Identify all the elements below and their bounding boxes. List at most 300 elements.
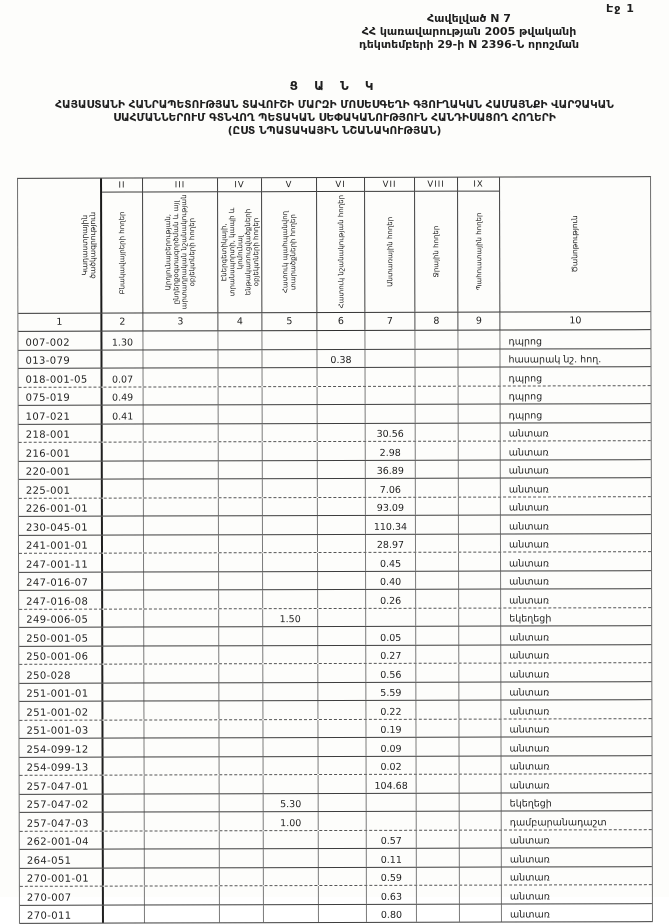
- value-cell: [417, 775, 460, 793]
- value-cell: [459, 534, 501, 552]
- row-note: անտառ: [509, 779, 550, 792]
- value-cell: [144, 498, 219, 516]
- value-cell: [263, 627, 318, 645]
- value-cell: [416, 590, 459, 608]
- table-row: [20, 830, 652, 850]
- value-cell: [263, 442, 318, 460]
- value-cell: [103, 738, 144, 756]
- value-cell: [220, 757, 264, 775]
- value-cell: [144, 535, 219, 553]
- table-row: [19, 441, 651, 461]
- value-cell: 0.27: [366, 645, 416, 663]
- value-cell: [459, 738, 501, 756]
- value-cell: [417, 830, 460, 848]
- value-cell: [417, 849, 460, 867]
- value-cell: [144, 683, 219, 701]
- category-label: Ջրային հողեր: [432, 225, 441, 278]
- value-cell: [459, 627, 501, 645]
- value-cell: [460, 830, 502, 848]
- value-cell: [103, 572, 144, 590]
- row-note: անտառ: [509, 576, 550, 588]
- value-cell: [263, 498, 318, 516]
- value-cell: [263, 405, 318, 423]
- value-cell: [416, 553, 459, 571]
- value-cell: [458, 331, 500, 349]
- value-cell: [318, 645, 366, 663]
- table-row: [20, 848, 652, 868]
- appendix-line: ՀՀ կառավարության 2005 թվականի: [361, 24, 577, 38]
- value-cell: 0.38: [317, 349, 365, 367]
- value-cell: 1.50: [263, 609, 318, 627]
- value-cell: [416, 701, 459, 719]
- row-code: 247-016-08: [19, 591, 103, 609]
- value-cell: [219, 424, 263, 442]
- value-cell: [318, 590, 366, 608]
- value-cell: [366, 368, 416, 386]
- column-header-notes: [500, 177, 650, 311]
- value-cell: [144, 516, 219, 534]
- row-code: 013-079: [18, 350, 102, 368]
- value-cell: [219, 572, 263, 590]
- value-cell: [263, 572, 318, 590]
- value-cell: 93.09: [366, 497, 416, 515]
- notes-label: Ծանոթություն: [570, 215, 580, 273]
- row-note: հասարակ նշ. հող.: [508, 354, 602, 366]
- value-cell: [219, 479, 263, 497]
- value-cell: [145, 831, 220, 849]
- value-cell: [103, 535, 144, 553]
- column-header-forest: [365, 178, 415, 312]
- value-cell: [460, 904, 502, 922]
- row-note: անտառ: [508, 446, 549, 459]
- row-code: 007-002: [18, 332, 102, 350]
- column-header-protected-areas: [262, 178, 317, 312]
- row-note: անտառ: [509, 687, 550, 699]
- column-number: 4: [218, 313, 262, 330]
- value-cell: 0.11: [367, 849, 417, 867]
- row-note: դպրոց: [508, 391, 543, 403]
- row-note: անտառ: [509, 853, 550, 866]
- row-code: 230-045-01: [19, 517, 103, 535]
- value-cell: [264, 886, 319, 904]
- row-code: 241-001-01: [19, 535, 103, 553]
- value-cell: [263, 479, 318, 497]
- row-note: անտառ: [509, 724, 550, 736]
- value-cell: 0.41: [103, 406, 144, 424]
- value-cell: [103, 664, 144, 682]
- table-row: [20, 756, 652, 776]
- value-cell: [416, 516, 459, 534]
- value-cell: [220, 794, 264, 812]
- value-cell: [144, 701, 219, 719]
- value-cell: [144, 479, 219, 497]
- value-cell: [220, 775, 264, 793]
- table-row: [19, 497, 651, 517]
- value-cell: [145, 812, 220, 830]
- table-header: [18, 177, 650, 313]
- table-row: [19, 552, 651, 572]
- value-cell: 110.34: [366, 516, 416, 534]
- table-row: [20, 885, 652, 905]
- roman-numeral: III: [143, 178, 217, 192]
- value-cell: [143, 350, 218, 368]
- value-cell: [319, 867, 367, 885]
- value-cell: [220, 886, 264, 904]
- table-row: [19, 534, 651, 554]
- table-row: [19, 404, 651, 424]
- row-code: 251-001-01: [19, 683, 103, 701]
- value-cell: [219, 683, 263, 701]
- value-cell: 0.45: [366, 553, 416, 571]
- value-cell: 0.26: [366, 590, 416, 608]
- value-cell: [218, 350, 262, 368]
- value-cell: [319, 849, 367, 867]
- value-cell: [144, 664, 219, 682]
- value-cell: [219, 627, 263, 645]
- roman-numeral: VII: [365, 178, 414, 192]
- table-row: [20, 904, 652, 924]
- table-row: [19, 589, 651, 609]
- value-cell: 36.89: [366, 460, 416, 478]
- column-number: 6: [317, 313, 365, 330]
- value-cell: [416, 479, 459, 497]
- value-cell: [416, 386, 459, 404]
- value-cell: [318, 442, 366, 460]
- appendix-line: դեկտեմբերի 29-ի N 2396-Ն որոշման: [358, 37, 580, 51]
- row-note: անտառ: [509, 835, 550, 847]
- row-code: 254-099-12: [19, 739, 103, 757]
- row-note: անտառ: [509, 909, 550, 921]
- value-cell: [416, 497, 459, 515]
- value-cell: [219, 461, 263, 479]
- row-code: 257-047-03: [20, 813, 104, 831]
- value-cell: [219, 609, 263, 627]
- value-cell: [318, 423, 366, 441]
- row-code: 254-099-13: [20, 757, 104, 775]
- table-row: [19, 367, 651, 387]
- value-cell: [219, 553, 263, 571]
- table-row: [19, 737, 651, 757]
- category-label: Արդյունաբերության, ընդերքօգտագործման և այլ արտադրական նշանակության օբյեկտների հողեր: [164, 194, 197, 310]
- value-cell: [263, 461, 318, 479]
- row-note: անտառ: [509, 557, 550, 570]
- value-cell: [144, 461, 219, 479]
- value-cell: [459, 405, 501, 423]
- row-note: անտառ: [509, 890, 550, 903]
- value-cell: 0.07: [103, 369, 144, 387]
- value-cell: [459, 442, 501, 460]
- cadastral-code-label: Կադաստրային ծածկագրություն: [80, 212, 98, 280]
- row-code: 018-001-05: [19, 369, 103, 387]
- value-cell: [144, 627, 219, 645]
- value-cell: [366, 386, 416, 404]
- table-row: [20, 867, 652, 887]
- value-cell: [459, 645, 501, 663]
- table-row: [19, 682, 651, 702]
- value-cell: [264, 868, 319, 886]
- value-cell: [416, 368, 459, 386]
- value-cell: [262, 331, 317, 349]
- row-code: 251-001-03: [19, 720, 103, 738]
- value-cell: [104, 775, 145, 793]
- value-cell: [104, 905, 145, 923]
- value-cell: [460, 886, 502, 904]
- value-cell: 2.98: [366, 442, 416, 460]
- value-cell: [318, 664, 366, 682]
- value-cell: [220, 905, 264, 923]
- row-note: անտառ: [509, 631, 550, 644]
- value-cell: [416, 534, 459, 552]
- value-cell: [262, 350, 317, 368]
- value-cell: [103, 424, 144, 442]
- column-number: 10: [569, 314, 582, 326]
- table-row: [20, 811, 652, 831]
- row-code: 220-001: [19, 461, 103, 479]
- table-body: [18, 330, 652, 924]
- value-cell: [145, 849, 220, 867]
- roman-numeral: IX: [458, 178, 499, 192]
- value-cell: [415, 349, 458, 367]
- table-row: [19, 571, 651, 591]
- value-cell: [416, 423, 459, 441]
- row-note: անտառ: [508, 483, 549, 496]
- value-cell: [460, 812, 502, 830]
- value-cell: [220, 868, 264, 886]
- value-cell: [144, 738, 219, 756]
- value-cell: [264, 775, 319, 793]
- roman-numeral: IV: [218, 178, 261, 192]
- column-number: 5: [262, 313, 317, 330]
- value-cell: [459, 590, 501, 608]
- value-cell: [103, 683, 144, 701]
- row-note: անտառ: [509, 650, 550, 662]
- value-cell: [319, 830, 367, 848]
- value-cell: [318, 405, 366, 423]
- value-cell: [366, 405, 416, 423]
- appendix-reference-block: [303, 13, 635, 51]
- value-cell: [459, 571, 501, 589]
- value-cell: [219, 516, 263, 534]
- row-note: անտառ: [509, 872, 550, 884]
- value-cell: [319, 886, 367, 904]
- column-number: 2: [102, 314, 143, 331]
- column-numbers-row: [18, 311, 650, 332]
- value-cell: [318, 368, 366, 386]
- column-header-water: [415, 178, 458, 312]
- row-note: դպրոց: [508, 409, 543, 422]
- column-number: 8: [415, 313, 458, 330]
- value-cell: [318, 682, 366, 700]
- value-cell: [459, 423, 501, 441]
- table-row: [19, 626, 651, 646]
- value-cell: [365, 331, 415, 349]
- value-cell: 104.68: [367, 775, 417, 793]
- value-cell: [103, 646, 144, 664]
- row-note: եկեղեցի: [509, 613, 552, 625]
- value-cell: [366, 608, 416, 626]
- roman-numeral: VIII: [415, 178, 457, 192]
- value-cell: [219, 405, 263, 423]
- value-cell: [318, 516, 366, 534]
- table-row: [19, 645, 651, 665]
- value-cell: [416, 738, 459, 756]
- table-row: [19, 608, 651, 628]
- value-cell: [218, 331, 262, 349]
- table-row: [19, 663, 651, 683]
- row-note: անտառ: [508, 465, 549, 477]
- value-cell: [459, 608, 501, 626]
- value-cell: [103, 590, 144, 608]
- column-number: 7: [365, 313, 415, 330]
- row-note: անտառ: [508, 428, 549, 440]
- value-cell: [264, 905, 319, 923]
- value-cell: [144, 720, 219, 738]
- column-header-residential: [102, 179, 143, 313]
- value-cell: [145, 905, 220, 923]
- value-cell: [263, 553, 318, 571]
- value-cell: [417, 904, 460, 922]
- row-note: դամբարանադաշտ: [509, 816, 607, 829]
- row-code: 251-001-02: [19, 702, 103, 720]
- value-cell: [264, 757, 319, 775]
- subtitle-line: (ԸՍՏ ՆՊԱՏԱԿԱՅԻՆ ՆՇԱՆԱԿՈՒԹՅԱՆ): [227, 125, 442, 137]
- value-cell: [144, 442, 219, 460]
- value-cell: [416, 682, 459, 700]
- value-cell: [263, 701, 318, 719]
- value-cell: [104, 886, 145, 904]
- category-label: Անտառային հողեր: [385, 216, 394, 287]
- value-cell: [103, 517, 144, 535]
- document-title: Ց Ա Ն Կ: [289, 79, 380, 93]
- row-note: դպրոց: [508, 335, 543, 348]
- value-cell: [219, 738, 263, 756]
- value-cell: 0.02: [367, 756, 417, 774]
- value-cell: [416, 442, 459, 460]
- category-label: Էներգետիկայի, տրանսպորտի, կապի և կոմունալ ենթակառուցվածքների օբյեկտների հողեր: [219, 207, 260, 297]
- value-cell: [318, 738, 366, 756]
- row-note: անտառ: [509, 668, 550, 681]
- value-cell: [317, 331, 365, 349]
- value-cell: 0.05: [366, 627, 416, 645]
- value-cell: [104, 794, 145, 812]
- value-cell: [144, 553, 219, 571]
- row-code: 262-001-04: [20, 831, 104, 849]
- value-cell: [318, 571, 366, 589]
- value-cell: [417, 867, 460, 885]
- row-note: անտառ: [508, 539, 549, 551]
- value-cell: [318, 479, 366, 497]
- row-code: 264-051: [20, 850, 104, 868]
- value-cell: [318, 460, 366, 478]
- value-cell: 0.49: [103, 387, 144, 405]
- subtitle-line: ՍԱՀՄԱՆՆԵՐՈՒՄ ԳՏՆՎՈՂ ՊԵՏԱԿԱՆ ՍԵՓԱԿԱՆՈՒԹՅՈՒՆ ՀԱՆԴԻՍԱՑՈՂ ՀՈՂԵՐԻ: [113, 112, 556, 124]
- column-header-reserve: [458, 178, 500, 312]
- category-label: Հատուկ պահպանվող տարածքների հողեր: [281, 210, 298, 294]
- value-cell: [459, 460, 501, 478]
- value-cell: 0.59: [367, 867, 417, 885]
- value-cell: [319, 812, 367, 830]
- category-label: Բնակավայրերի հողեր: [118, 211, 127, 295]
- row-code: 250-001-06: [19, 646, 103, 664]
- value-cell: [103, 609, 144, 627]
- column-number: 3: [143, 313, 218, 330]
- value-cell: [145, 868, 220, 886]
- table-row: [19, 719, 651, 739]
- value-cell: [220, 849, 264, 867]
- value-cell: [263, 664, 318, 682]
- value-cell: [219, 442, 263, 460]
- value-cell: [264, 831, 319, 849]
- table-row: [19, 460, 651, 480]
- value-cell: [263, 738, 318, 756]
- value-cell: [416, 405, 459, 423]
- value-cell: [104, 849, 145, 867]
- value-cell: [144, 405, 219, 423]
- value-cell: 28.97: [366, 534, 416, 552]
- value-cell: [219, 701, 263, 719]
- row-code: 218-001: [19, 424, 103, 442]
- value-cell: [318, 553, 366, 571]
- value-cell: [144, 387, 219, 405]
- value-cell: [219, 387, 263, 405]
- row-note: եկեղեցի: [509, 798, 552, 810]
- row-code: 247-001-11: [19, 554, 103, 572]
- row-code: 270-007: [20, 887, 104, 905]
- value-cell: [145, 775, 220, 793]
- value-cell: [459, 497, 501, 515]
- value-cell: [103, 627, 144, 645]
- value-cell: 0.22: [366, 701, 416, 719]
- value-cell: [460, 867, 502, 885]
- category-label: Պահուստային հողեր: [474, 212, 483, 291]
- value-cell: [219, 498, 263, 516]
- row-code: 250-028: [19, 665, 103, 683]
- value-cell: [219, 720, 263, 738]
- value-cell: [144, 646, 219, 664]
- value-cell: [318, 608, 366, 626]
- value-cell: [318, 534, 366, 552]
- value-cell: [460, 849, 502, 867]
- value-cell: 0.09: [366, 738, 416, 756]
- value-cell: [104, 868, 145, 886]
- value-cell: [263, 720, 318, 738]
- value-cell: [319, 904, 367, 922]
- value-cell: [219, 368, 263, 386]
- value-cell: [104, 831, 145, 849]
- value-cell: [319, 756, 367, 774]
- value-cell: [145, 794, 220, 812]
- land-parcels-table: [17, 176, 653, 924]
- value-cell: [459, 719, 501, 737]
- table-row: [20, 774, 652, 794]
- value-cell: 5.59: [366, 682, 416, 700]
- column-number: 9: [458, 313, 500, 330]
- value-cell: [459, 386, 501, 404]
- value-cell: [145, 757, 220, 775]
- value-cell: [458, 349, 500, 367]
- value-cell: 1.30: [102, 332, 143, 350]
- value-cell: 0.80: [367, 904, 417, 922]
- value-cell: [144, 609, 219, 627]
- value-cell: [416, 571, 459, 589]
- value-cell: [103, 554, 144, 572]
- table-row: [20, 793, 652, 813]
- value-cell: [144, 424, 219, 442]
- value-cell: 5.30: [264, 794, 319, 812]
- value-cell: [318, 386, 366, 404]
- category-label: Հատուկ նշանակության հողեր: [336, 195, 345, 309]
- value-cell: [460, 756, 502, 774]
